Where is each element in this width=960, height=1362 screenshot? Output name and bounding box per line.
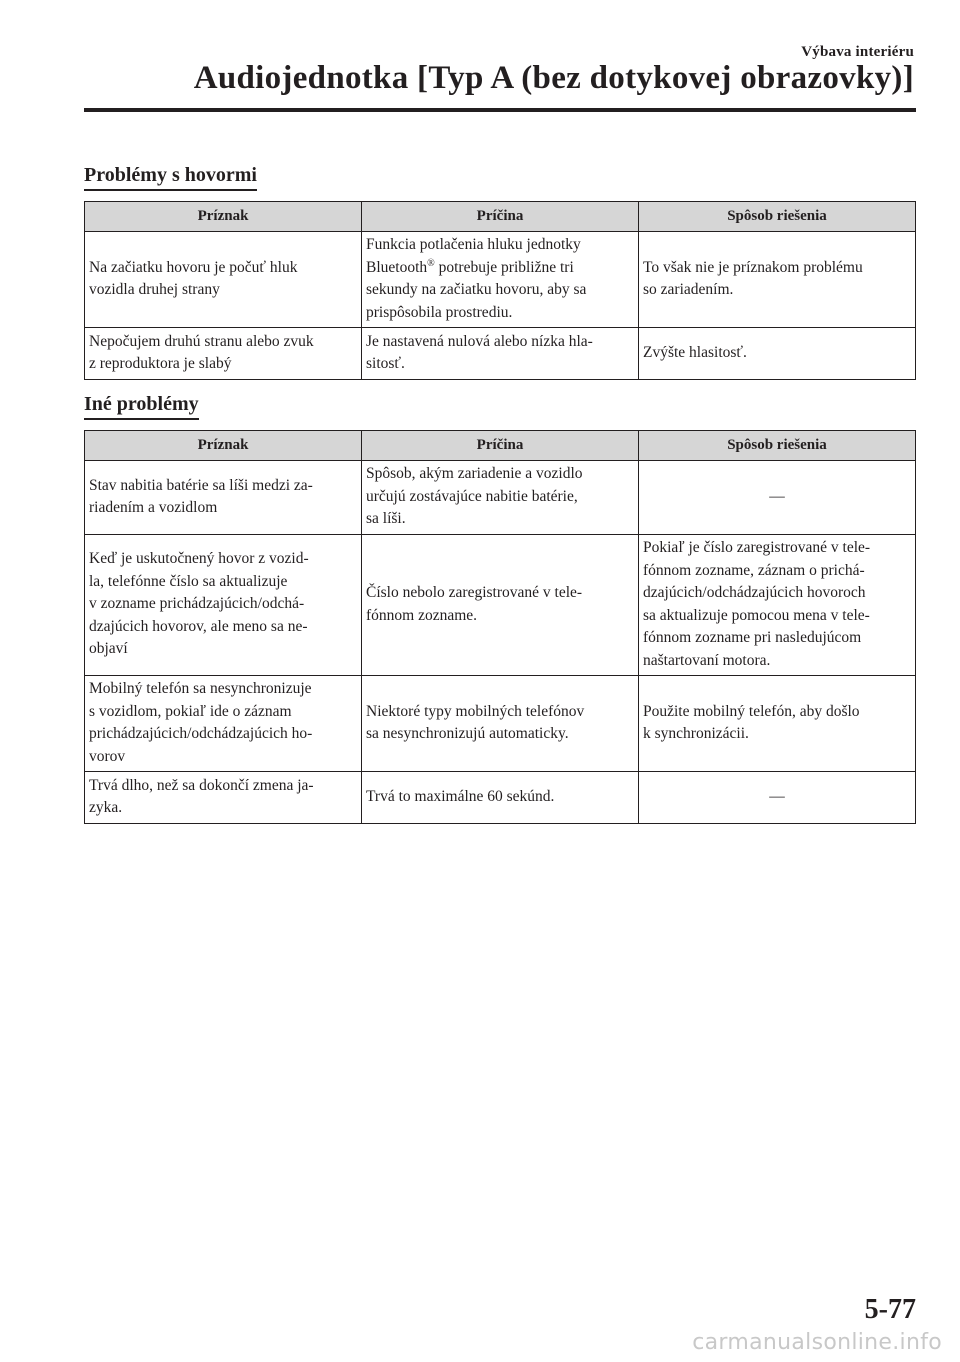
cause-text: Funkcia potlačenia hluku jednotky Bluetooth (366, 236, 581, 276)
section-title-other-problems: Iné problémy (84, 393, 199, 420)
cause-cell: Trvá to maximálne 60 sekúnd. (362, 772, 639, 824)
table-row (85, 772, 916, 824)
column-header-symptom: Príznak (85, 202, 362, 232)
call-problems-table (84, 201, 916, 380)
column-header-cause: Príčina (362, 431, 639, 461)
column-header-solution: Spôsob riešenia (639, 202, 916, 232)
column-header-solution: Spôsob riešenia (639, 431, 916, 461)
other-problems-table (84, 430, 916, 824)
symptom-cell: Keď je uskutočnený hovor z vozid- la, telefónne číslo sa aktualizuje v zozname prichádzajúcich/odchá- dzajúcich hovorov, ale meno sa ne- objaví (85, 535, 362, 676)
cause-cell: Niektoré typy mobilných telefónov sa nesynchronizujú automaticky. (362, 676, 639, 772)
symptom-cell: Nepočujem druhú stranu alebo zvuk z reproduktora je slabý (85, 328, 362, 380)
table-row (85, 328, 916, 380)
cause-text-continued: potrebuje približne tri sekundy na začiatku hovoru, aby sa prispôsobila prostrediu. (366, 258, 587, 321)
watermark: carmanualsonline.info (692, 1330, 942, 1355)
cause-cell: Spôsob, akým zariadenie a vozidlo určujú zostávajúce nabitie batérie, sa líši. (362, 461, 639, 535)
header-section-label: Výbava interiéru (801, 44, 914, 60)
cause-cell: Číslo nebolo zaregistrované v tele- fónnom zozname. (362, 535, 639, 676)
table-row (85, 232, 916, 328)
symptom-cell: Stav nabitia batérie sa líši medzi za- riadením a vozidlom (85, 461, 362, 535)
table-row (85, 535, 916, 676)
header-divider (84, 108, 916, 112)
solution-cell: Použite mobilný telefón, aby došlo k synchronizácii. (639, 676, 916, 772)
cause-cell: Je nastavená nulová alebo nízka hla- sitosť. (362, 328, 639, 380)
solution-cell: To však nie je príznakom problému so zariadením. (639, 232, 916, 328)
table-header-row (85, 202, 916, 232)
solution-cell: — (639, 772, 916, 824)
page-number: 5-77 (864, 1294, 916, 1325)
solution-cell: Zvýšte hlasitosť. (639, 328, 916, 380)
cause-cell (362, 232, 639, 328)
symptom-cell: Mobilný telefón sa nesynchronizuje s vozidlom, pokiaľ ide o záznam prichádzajúcich/odchádzajúcich ho- vorov (85, 676, 362, 772)
table-header-row (85, 431, 916, 461)
table-row (85, 676, 916, 772)
page-title: Audiojednotka [Typ A (bez dotykovej obrazovky)] (193, 60, 914, 96)
registered-mark: ® (427, 257, 435, 269)
symptom-cell: Na začiatku hovoru je počuť hluk vozidla druhej strany (85, 232, 362, 328)
solution-cell: — (639, 461, 916, 535)
solution-cell: Pokiaľ je číslo zaregistrované v tele- fónnom zozname, záznam o prichá- dzajúcich/odchádzajúcich hovoroch sa aktualizuje pomocou mena v tele- fónnom zozname pri nasledujúcom naštartovaní motora. (639, 535, 916, 676)
column-header-symptom: Príznak (85, 431, 362, 461)
symptom-cell: Trvá dlho, než sa dokončí zmena ja- zyka. (85, 772, 362, 824)
column-header-cause: Príčina (362, 202, 639, 232)
table-row (85, 461, 916, 535)
section-title-call-problems: Problémy s hovormi (84, 164, 257, 191)
